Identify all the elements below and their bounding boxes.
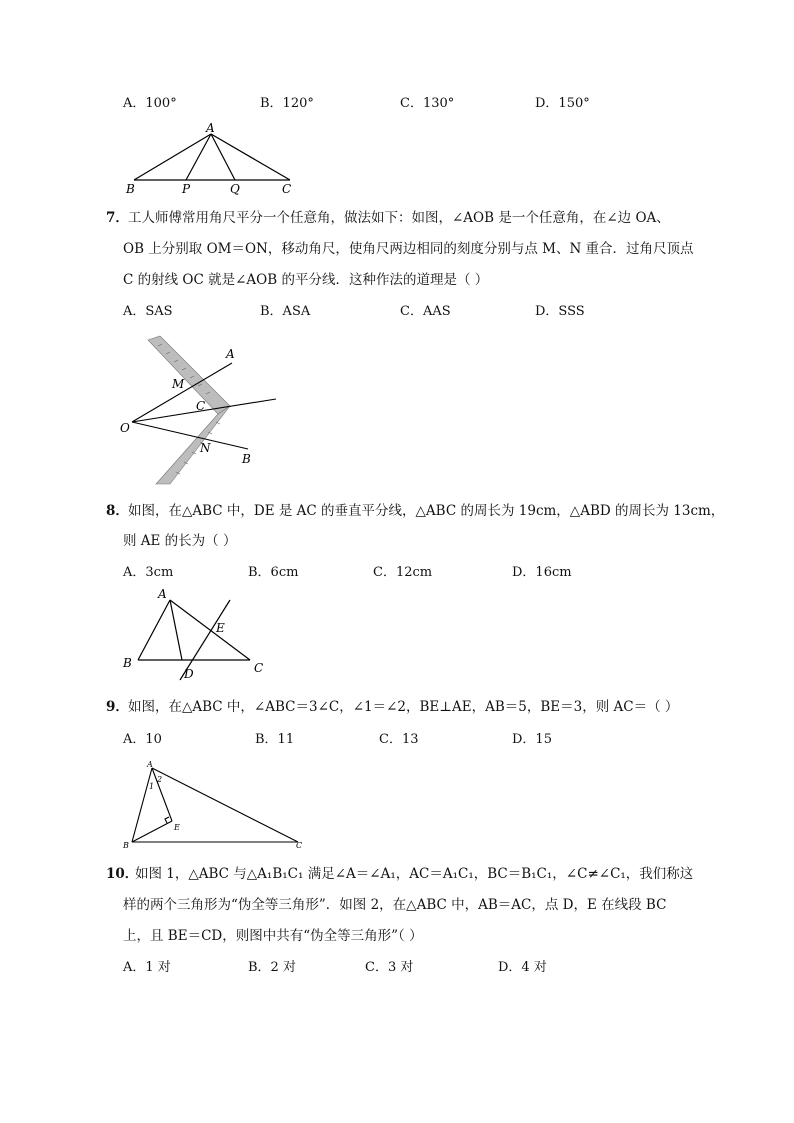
q9-label-a: A: [147, 760, 153, 769]
q8-figure: [120, 585, 280, 685]
q9-option-d[interactable]: D．15: [512, 732, 552, 747]
q7-figure: [118, 336, 288, 486]
q7-option-c[interactable]: C．AAS: [400, 304, 451, 319]
q8-label-c: C: [254, 661, 264, 675]
q9-figure: [118, 758, 308, 850]
q6-option-a[interactable]: A．100°: [123, 96, 177, 111]
q6-label-b: B: [126, 182, 135, 196]
q9-segment-ab: [132, 768, 155, 842]
q8-line-1: 如图，在△ABC 中，DE 是 AC 的垂直平分线，△ABC 的周长为 19cm，△ABD 的周长为 13cm，: [128, 503, 725, 519]
q7-label-c: C: [196, 399, 206, 413]
q7-option-b[interactable]: B．ASA: [260, 304, 311, 319]
q10-line-3: 上，且 BE＝CD，则图中共有“伪全等三角形”（ ）: [123, 928, 423, 944]
q7-label-b: B: [242, 452, 251, 466]
q9-right-angle-mark: [165, 817, 169, 823]
q7-line-3: C 的射线 OC 就是∠AOB 的平分线．这种作法的道理是（ ）: [123, 272, 489, 288]
q10-option-c[interactable]: C．3 对: [365, 960, 414, 975]
q10-line-2: 样的两个三角形为“伪全等三角形”．如图 2，在△ABC 中，AB＝AC，点 D，E 在线段 BC: [123, 897, 667, 913]
q7-line-2: OB 上分别取 OM＝ON，移动角尺，使角尺两边相同的刻度分别与点 M、N 重合．过角尺顶点: [123, 241, 694, 257]
q10-option-d[interactable]: D．4 对: [498, 960, 547, 975]
q7-ruler-arm-upper: [148, 336, 230, 414]
q6-option-d[interactable]: D．150°: [535, 96, 590, 111]
q6-label-c: C: [282, 182, 292, 196]
q8-segment-ac: [170, 600, 250, 660]
q9-option-b[interactable]: B．11: [255, 732, 295, 747]
q6-figure: [120, 118, 300, 198]
q9-label-e: E: [174, 823, 180, 832]
q8-label-a: A: [158, 587, 167, 601]
q7-label-o: O: [120, 421, 130, 435]
q7-ray-ob: [132, 422, 248, 449]
q8-segment-ab: [138, 600, 170, 660]
q9-label-b: B: [123, 841, 129, 850]
q10-line-1: 如图 1，△ABC 与△A₁B₁C₁ 满足∠A＝∠A₁，AC＝A₁C₁，BC＝B₁C₁，∠C≠∠C₁，我们称这: [135, 866, 694, 882]
q7-number: 7．: [106, 210, 129, 226]
q9-line-1: 如图，在△ABC 中，∠ABC＝3∠C，∠1＝∠2，BE⊥AE，AB＝5，BE＝3，则 AC＝（ ）: [128, 699, 679, 715]
q8-option-b[interactable]: B．6cm: [248, 565, 299, 580]
q10-option-a[interactable]: A．1 对: [123, 960, 171, 975]
q9-option-a[interactable]: A．10: [123, 732, 162, 747]
q6-option-b[interactable]: B．120°: [260, 96, 314, 111]
q7-option-d[interactable]: D．SSS: [535, 304, 585, 319]
q6-label-q: Q: [230, 182, 240, 196]
q7-option-a[interactable]: A．SAS: [123, 304, 173, 319]
q6-segment-ab: [134, 134, 211, 180]
q9-number: 9．: [106, 699, 129, 715]
q8-segment-ad: [170, 600, 182, 660]
q6-label-p: P: [182, 182, 191, 196]
q7-label-m: M: [172, 377, 185, 391]
q8-label-b: B: [123, 656, 132, 670]
q7-label-a: A: [226, 347, 235, 361]
q6-label-a: A: [206, 121, 215, 135]
q9-label-2: 2: [157, 775, 163, 784]
q10-number: 10．: [106, 866, 139, 882]
q9-label-1: 1: [149, 782, 155, 791]
q7-ruler-arm-lower: [156, 406, 230, 484]
q7-label-n: N: [200, 441, 211, 455]
q8-label-e: E: [216, 621, 225, 635]
q8-number: 8．: [106, 503, 129, 519]
q8-option-d[interactable]: D．16cm: [512, 565, 572, 580]
q8-option-a[interactable]: A．3cm: [123, 565, 174, 580]
q6-option-c[interactable]: C．130°: [400, 96, 455, 111]
q8-label-d: D: [184, 667, 194, 681]
q9-label-c: C: [296, 841, 303, 850]
q9-option-c[interactable]: C．13: [379, 732, 419, 747]
q9-segment-be: [132, 821, 172, 842]
q10-option-b[interactable]: B．2 对: [248, 960, 296, 975]
q7-line-1: 工人师傅常用角尺平分一个任意角，做法如下：如图，∠AOB 是一个任意角，在∠边 OA、: [128, 210, 670, 226]
q8-line-2: 则 AE 的长为（ ）: [123, 533, 237, 549]
q8-option-c[interactable]: C．12cm: [373, 565, 433, 580]
